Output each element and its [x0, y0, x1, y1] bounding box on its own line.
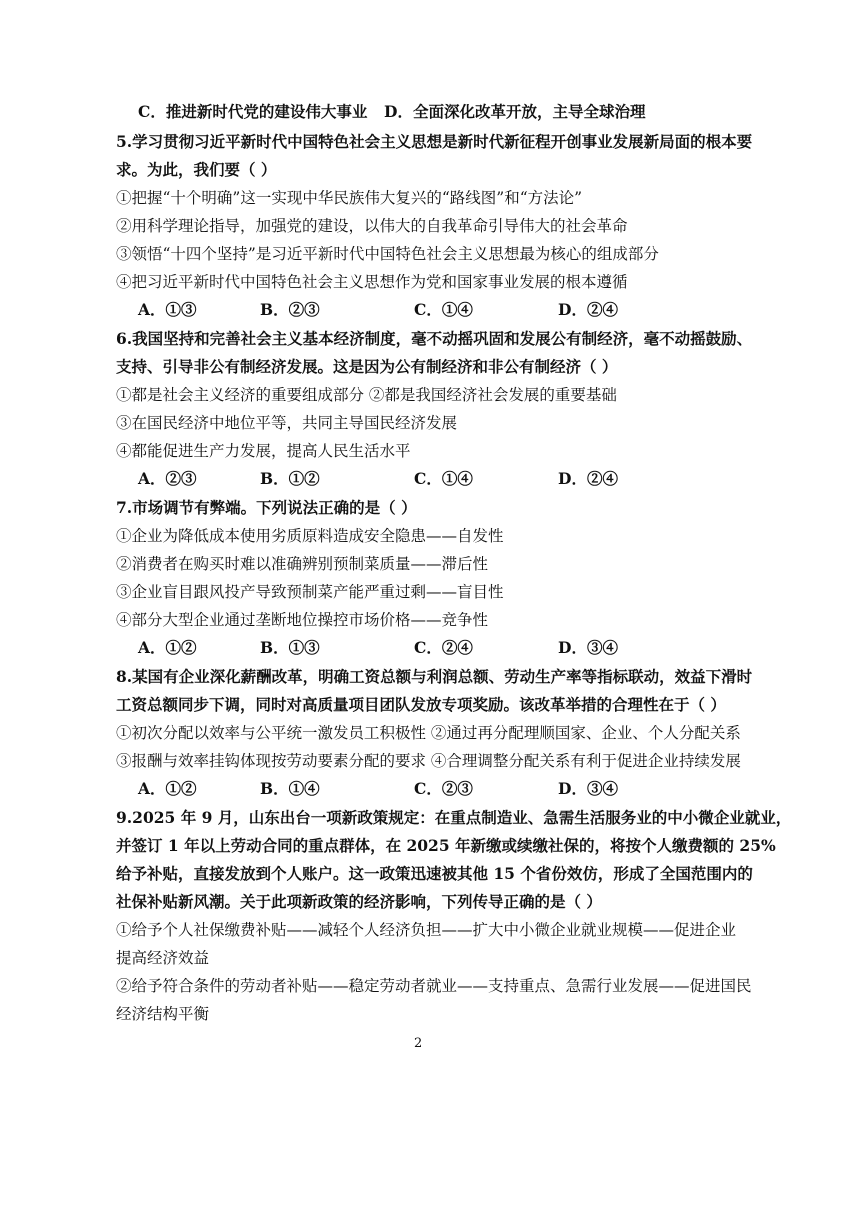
page-number: 2	[414, 1036, 423, 1051]
q5-option-d: D．②④	[558, 300, 618, 319]
option-c: C．推进新时代党的建设伟大事业	[138, 102, 368, 121]
q6-option-a: A．②③	[138, 469, 197, 488]
q9-stem-line-4: 社保补贴新风潮。关于此项新政策的经济影响，下列传导正确的是（ ）	[116, 892, 602, 911]
q7-statement-1: ①企业为降低成本使用劣质原料造成安全隐患——自发性	[116, 527, 504, 545]
q7-option-c: C．②④	[414, 638, 473, 657]
q6-option-b: B．①②	[260, 469, 320, 488]
q9-statement-2-line-2: 经济结构平衡	[116, 1005, 210, 1023]
q8-statements-1-2: ①初次分配以效率与公平统一激发员工积极性 ②通过再分配理顺国家、企业、个人分配关系	[116, 724, 741, 742]
q7-option-d: D．③④	[558, 638, 618, 657]
q6-statements-1-2: ①都是社会主义经济的重要组成部分 ②都是我国经济社会发展的重要基础	[116, 386, 617, 404]
q9-statement-1-line-2: 提高经济效益	[116, 949, 210, 967]
q9-stem-line-3: 给予补贴，直接发放到个人账户。这一政策迅速被其他 15 个省份效仿，形成了全国范围内的	[116, 864, 753, 883]
q8-option-c: C．②③	[414, 779, 473, 798]
q5-stem-line-2: 求。为此，我们要（ ）	[116, 160, 277, 179]
option-d: D．全面深化改革开放，主导全球治理	[384, 102, 646, 121]
q7-option-b: B．①③	[260, 638, 320, 657]
q5-stem-line-1: 5.学习贯彻习近平新时代中国特色社会主义思想是新时代新征程开创事业发展新局面的根本要	[116, 132, 753, 151]
q8-statements-3-4: ③报酬与效率挂钩体现按劳动要素分配的要求 ④合理调整分配关系有利于促进企业持续发展	[116, 752, 741, 770]
q8-option-b: B．①④	[260, 779, 320, 798]
q9-stem-line-1: 9.2025 年 9 月，山东出台一项新政策规定：在重点制造业、急需生活服务业的中小微企业就业，	[116, 808, 792, 827]
q9-statement-2-line-1: ②给予符合条件的劳动者补贴——稳定劳动者就业——支持重点、急需行业发展——促进国民	[116, 977, 752, 995]
q7-stem: 7.市场调节有弊端。下列说法正确的是（ ）	[116, 498, 417, 517]
q5-option-c: C．①④	[414, 300, 473, 319]
q6-stem-line-1: 6.我国坚持和完善社会主义基本经济制度，毫不动摇巩固和发展公有制经济，毫不动摇鼓励、	[116, 329, 753, 348]
q8-stem-line-2: 工资总额同步下调，同时对高质量项目团队发放专项奖励。该改革举措的合理性在于（ ）	[116, 695, 726, 714]
q5-statement-4: ④把习近平新时代中国特色社会主义思想作为党和国家事业发展的根本遵循	[116, 273, 628, 291]
q5-option-b: B．②③	[260, 300, 320, 319]
q9-statement-1-line-1: ①给予个人社保缴费补贴——减轻个人经济负担——扩大中小微企业就业规模——促进企业	[116, 921, 737, 939]
q8-option-d: D．③④	[558, 779, 618, 798]
q7-statement-2: ②消费者在购买时难以准确辨别预制菜质量——滞后性	[116, 555, 489, 573]
q6-statement-3: ③在国民经济中地位平等，共同主导国民经济发展	[116, 414, 458, 432]
q7-statement-4: ④部分大型企业通过垄断地位操控市场价格——竞争性	[116, 611, 489, 629]
q8-option-a: A．①②	[138, 779, 197, 798]
q5-option-a: A．①③	[138, 300, 197, 319]
q8-stem-line-1: 8.某国有企业深化薪酬改革，明确工资总额与利润总额、劳动生产率等指标联动，效益下滑时	[116, 667, 753, 686]
q5-statement-1: ①把握“十个明确”这一实现中华民族伟大复兴的“路线图”和“方法论”	[116, 189, 583, 207]
q6-statement-4: ④都能促进生产力发展，提高人民生活水平	[116, 442, 411, 460]
q6-stem-line-2: 支持、引导非公有制经济发展。这是因为公有制经济和非公有制经济（ ）	[116, 357, 618, 376]
q6-option-c: C．①④	[414, 469, 473, 488]
q7-option-a: A．①②	[138, 638, 197, 657]
q5-statement-2: ②用科学理论指导，加强党的建设，以伟大的自我革命引导伟大的社会革命	[116, 217, 628, 235]
q7-statement-3: ③企业盲目跟风投产导致预制菜产能严重过剩——盲目性	[116, 583, 504, 601]
q5-statement-3: ③领悟“十四个坚持”是习近平新时代中国特色社会主义思想最为核心的组成部分	[116, 245, 659, 263]
q6-option-d: D．②④	[558, 469, 618, 488]
q9-stem-line-2: 并签订 1 年以上劳动合同的重点群体，在 2025 年新缴或续缴社保的，将按个人缴费额的 25%	[116, 836, 776, 855]
